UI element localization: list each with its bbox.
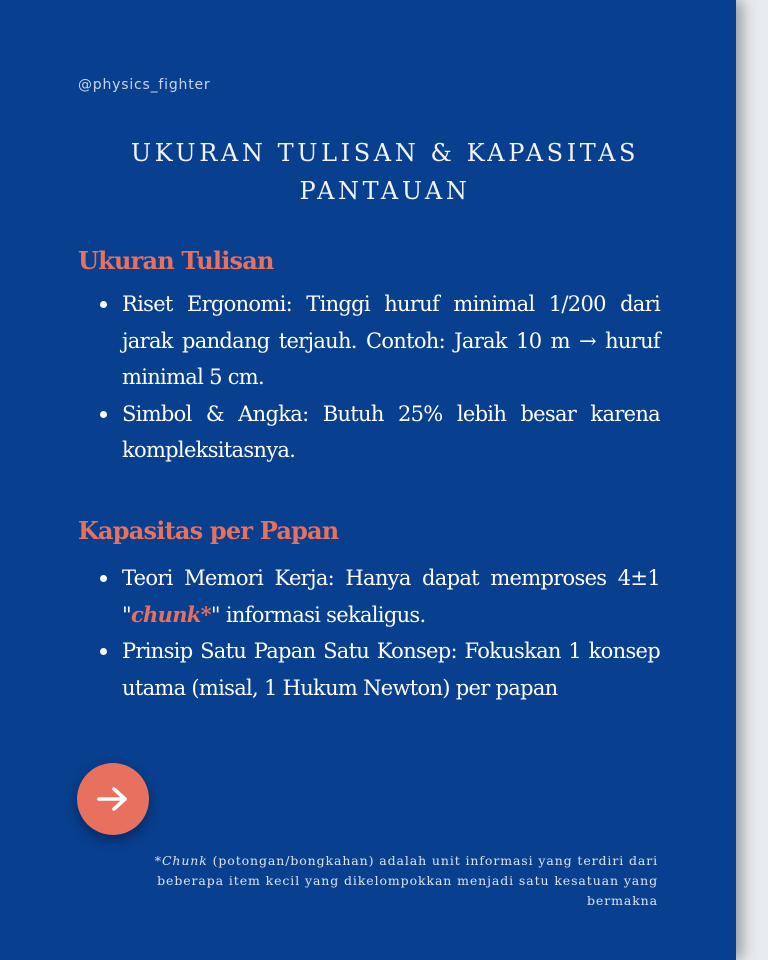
chunk-emphasis: chunk* (130, 601, 211, 627)
list-item: Prinsip Satu Papan Satu Konsep: Fokuskan 1 konsep utama (misal, 1 Hukum Newton) per papan (122, 633, 660, 706)
footnote (98, 851, 658, 911)
page-title: UKURAN TULISAN & KAPASITAS PANTAUAN (130, 139, 640, 205)
section-heading-ukuran-tulisan: Ukuran Tulisan (78, 246, 274, 275)
list-item (122, 560, 660, 633)
section-heading-kapasitas-per-papan: Kapasitas per Papan (78, 516, 339, 545)
bullet-list-ukuran-tulisan (122, 286, 660, 469)
author-handle: @physics_fighter (78, 77, 211, 93)
footnote-term: Chunk (161, 853, 208, 868)
footnote-text: (potongan/bongkahan) adalah unit informasi yang terdiri dari beberapa item kecil yang dikelompokkan menjadi satu kesatuan yang bermakna (157, 853, 658, 908)
arrow-right-icon (95, 784, 131, 814)
list-item: Simbol & Angka: Butuh 25% lebih besar karena kompleksitasnya. (122, 396, 660, 469)
list-item-text: " informasi sekaligus. (210, 602, 426, 627)
bullet-list-kapasitas-per-papan (122, 560, 660, 706)
list-item: Riset Ergonomi: Tinggi huruf minimal 1/200 dari jarak pandang terjauh. Contoh: Jarak 10 m → huruf minimal 5 cm. (122, 286, 660, 396)
next-slide-button[interactable] (77, 763, 149, 835)
list-item-text: Teori Memori Kerja: Hanya dapat memproses 4±1 " (122, 566, 660, 627)
footnote-marker: * (154, 853, 162, 868)
